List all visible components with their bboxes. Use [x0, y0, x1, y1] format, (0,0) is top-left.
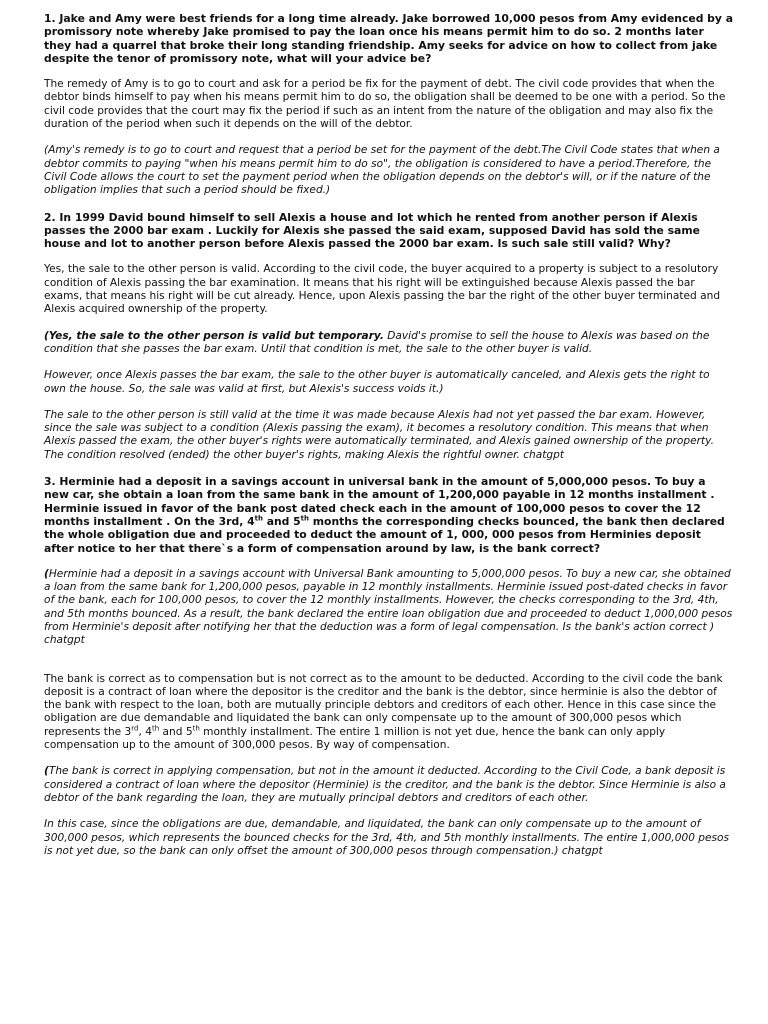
- answer-3-part-b: , 4: [138, 725, 152, 738]
- chatgpt-answer-2-rest: David's promise to sell the house to Alexis was based on the condition that she passes the bar exam. Until that condition is met, the sale to the other buyer is valid.: [44, 329, 710, 355]
- open-paren: (: [44, 765, 49, 778]
- chatgpt-answer-3: [44, 765, 734, 805]
- open-paren: (: [44, 567, 49, 580]
- question-2: 2. In 1999 David bound himself to sell Alexis a house and lot which he rented from another person if Alexis passes the 2000 bar exam . Luckily for Alexis she passed the said exam, supposed David has sold the same house and lot to another person before Alexis passed the 2000 bar exam. Is such sale still valid? Why?: [44, 210, 700, 251]
- chatgpt-answer-1: (Amy's remedy is to go to court and request that a period be set for the payment of the debt.The Civil Code states that when a debtor commits to paying "when his means permit him to do so", the obligation is considered to have a period.Therefore, the Civil Code allows the court to set the payment period when the obligation depends on the debtor's will, or if the nature of the obligation implies that such a period should be fixed.): [44, 144, 720, 197]
- question-3-restatement-text: Herminie had a deposit in a savings account with Universal Bank amounting to 5,000,000 pesos. To buy a new car, she obtained a loan from the same bank for 1,200,000 pesos, payable in 12 monthly installments. Herminie issued post-dated checks in favor of the bank, each for 100,000 pesos, to cover the 12 monthly installments. However, the checks corresponding to the 3rd, 4th, and 5th months bounced. As a result, the bank declared the entire loan obligation due and proceeded to deduct 1,000,000 pesos from Herminie's deposit after notifying her that the deduction was a form of legal compensation. Is the bank's action correct ) chatgpt: [44, 567, 733, 647]
- question-3-part-c: months the corresponding checks bounced, the bank then declared the whole obligation due and proceeded to deduct the amount of 1, 000, 000 pesos from Herminies deposit after notice to her that there`s a form of compensation around by law, is the bank correct?: [44, 514, 725, 555]
- superscript: rd: [131, 724, 139, 733]
- question-3-part-b: and 5: [262, 514, 301, 528]
- superscript: th: [300, 514, 310, 523]
- answer-2: Yes, the sale to the other person is valid. According to the civil code, the buyer acquired to a property is subject to a resolutory condition of Alexis passing the bar examination. It means that his right will be extinguished because Alexis passed the bar exams, that means his right will be cut already. Hence, upon Alexis passing the bar the right of the other buyer terminated and Alexis acquired ownership of the property.: [44, 263, 721, 316]
- answer-3: [44, 673, 734, 753]
- answer-3-part-c: and 5: [159, 725, 193, 738]
- chatgpt-answer-2: [44, 330, 734, 357]
- answer-3-part-a: The bank is correct as to compensation but is not correct as to the amount to be deducted. According to the civil code the bank deposit is a contract of loan where the depositor is the creditor and the bank is the debtor, since herminie is also the debtor of the bank with respect to the loan, both are mutually principle debtors and creditors of each other. Hence in this case since the obligation are due demandable and liquidated the bank can only compensate up to the amount of 300,000 pesos which represents the 3: [44, 672, 723, 738]
- answer-3-part-d: monthly installment. The entire 1 million is not yet due, hence the bank can only apply compensation up to the amount of 300,000 pesos. By way of compensation.: [44, 725, 666, 752]
- superscript: th: [151, 724, 160, 733]
- chatgpt-answer-3-continued: In this case, since the obligations are due, demandable, and liquidated, the bank can only compensate up to the amount of 300,000 pesos, which represents the bounced checks for the 3rd, 4th, and 5th monthly installments. The entire 1,000,000 pesos is not yet due, so the bank can only offset the amount of 300,000 pesos through compensation.) chatgpt: [44, 818, 730, 857]
- superscript: th: [254, 514, 263, 523]
- chatgpt-answer-3-text: The bank is correct in applying compensation, but not in the amount it deducted. According to the Civil Code, a bank deposit is considered a contract of loan where the depositor (Herminie) is the creditor, and the bank is the debtor. Since Herminie is also a debtor of the bank regarding the loan, they are mutually principal debtors and creditors of each other.: [44, 765, 726, 804]
- chatgpt-answer-2-alt: The sale to the other person is still valid at the time it was made because Alexis had not yet passed the bar exam. However, since the sale was subject to a condition (Alexis passing the exam), it becomes a resolutory condition. This means that when Alexis passed the exam, the other buyer's rights were automatically terminated, and Alexis gained ownership of the property. The condition resolved (ended) the other buyer's rights, making Alexis the rightful owner. chatgpt: [44, 408, 714, 461]
- question-3-restatement: [44, 568, 734, 648]
- chatgpt-answer-2-continued: However, once Alexis passes the bar exam, the sale to the other buyer is automatically canceled, and Alexis gets the right to own the house. So, the sale was valid at first, but Alexis's success voids it.): [44, 369, 710, 395]
- superscript: th: [192, 724, 200, 733]
- question-3: [44, 475, 734, 555]
- question-3-part-a: 3. Herminie had a deposit in a savings account in universal bank in the amount of 5,000,000 pesos. To buy a new car, she obtain a loan from the same bank in the amount of 1,200,000 payable in 12 months installment . Herminie issued in favor of the bank post dated check each in the amount of 100,000 pesos to cover the 12 months installment . On the 3rd, 4: [44, 475, 715, 528]
- question-1: 1. Jake and Amy were best friends for a long time already. Jake borrowed 10,000 pesos from Amy evidenced by a promissory note whereby Jake promised to pay the loan once his means permit him to do so. 2 months later they had a quarrel that broke their long standing friendship. Amy seeks for advice on how to collect from jake despite the tenor of promissory note, what will your advice be?: [44, 12, 733, 65]
- chatgpt-answer-2-lead: (Yes, the sale to the other person is valid but temporary.: [44, 329, 384, 342]
- answer-1: The remedy of Amy is to go to court and ask for a period be fix for the payment of debt. The civil code provides that when the debtor binds himself to pay when his means permit him to do so, the obligation shall be deemed to be one with a period. So the civil code provides that the court may fix the period if such as an intent from the nature of the obligation and may also fix the duration of the period when such it depends on the will of the debtor.: [44, 78, 726, 131]
